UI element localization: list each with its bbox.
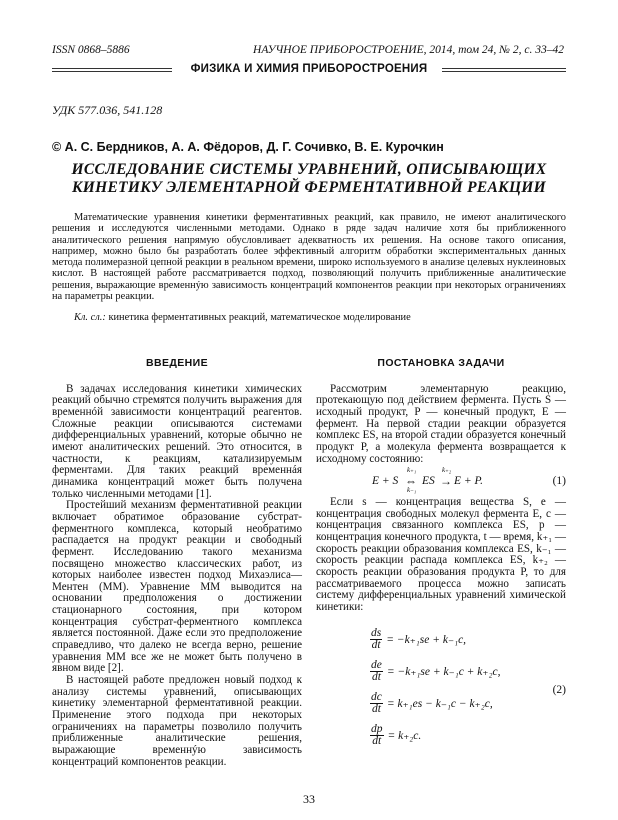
eq2-dt-4: dt <box>372 735 382 747</box>
intro-column <box>52 358 302 768</box>
problem-paragraph-1: Рассмотрим элементарную реакцию, протекающую под действием фермента. Пусть S — исходный продукт, P — конечный продукт, E — фермент. На первой стадии реакции образуется комплекс ES, на второй стадии образуется конечный продукт P, а молекула фермента возвращается к исходному состоянию: <box>316 382 566 465</box>
eq1-right: E + P. <box>454 475 483 487</box>
eq2-rhs-s: = −k₊₁se + k₋₁c, <box>386 634 467 647</box>
udk-code: УДК 577.036, 541.128 <box>52 103 163 117</box>
eq2-frac-p <box>370 724 384 747</box>
problem-column-continued <box>316 497 566 614</box>
paper-title <box>52 161 566 197</box>
eq2-frac-e <box>370 660 383 683</box>
rubric-bar <box>52 64 566 78</box>
abstract: Математические уравнения кинетики ферментативных реакций, как правило, не имеют аналитического решения и исследуются численными методами. Однако в ряде задач наличие хотя бы приближенного аналитического решения напрямую обусловливает адекватность их решения. На основе такого описания, например, можно было бы разработать более эффективный алгоритм обработки экспериментальных данных метода полимеразной цепной реакции в реальном времени, широко используемого в анализе целевых нуклеиновых кислот. В настоящей работе рассматривается подход, позволяющий получить приближенные аналитические решения, выражающие временнýю зависимость концентраций компонентов реакции при некоторых ограничениях на параметры реакции. <box>52 212 566 303</box>
eq2-row-p <box>370 724 421 747</box>
eq2-dt-2: dt <box>371 671 381 683</box>
eq2-de: de <box>371 659 382 671</box>
page-number: 33 <box>303 792 315 806</box>
title-line-1: ИССЛЕДОВАНИЕ СИСТЕМЫ УРАВНЕНИЙ, ОПИСЫВАЮЩИХ <box>71 161 547 178</box>
title-line-2: КИНЕТИКУ ЭЛЕМЕНТАРНОЙ ФЕРМЕНТАТИВНОЙ РЕАКЦИИ <box>71 179 547 196</box>
problem-column <box>316 358 566 465</box>
keywords-label: Кл. сл.: <box>74 312 106 323</box>
eq1-mid: ES <box>422 475 435 487</box>
journal-header: НАУЧНОЕ ПРИБОРОСТРОЕНИЕ, 2014, том 24, № 2, с. 33–42 <box>253 44 564 56</box>
eq2-rhs-c: = k₊₁es − k₋₁c − k₊₂c, <box>386 698 493 711</box>
eq2-dp: dp <box>371 723 383 735</box>
intro-paragraph-1: В задачах исследования кинетики химических реакций обычно стремятся получить выражения для временнóй зависимости концентраций реагентов. Сложные реакции описываются системами дифференциальных уравнений, которые обычно не имеют аналитических решений. Это относится, в частности, к реакциям, катализируемым ферментами. Для таких реакций временнáя динамика концентраций может быть получена только численными методами [1]. <box>52 382 302 500</box>
eq2-rhs-p: = k₊₂c. <box>387 730 422 743</box>
problem-paragraph-2: Если s — концентрация вещества S, e — концентрация свободных молекул фермента E, c — концентрация связанного комплекса ES, p — концентрация конечного продукта, t — время, k₊₁ — скорость реакции образования комплекса ES, k₋₁ — скорость реакции распада комплекса ES, k₊₂ — скорость реакции образования продукта P, то для рассматриваемого процесса можно записать систему дифференциальных уравнений химической кинетики: <box>316 496 566 613</box>
rubric-rule-right <box>442 68 566 72</box>
eq1-equilibrium-arrow: ⇔ <box>405 474 417 488</box>
eq1-forward-arrow: → <box>440 474 452 488</box>
intro-paragraph-3: В настоящей работе предложен новый подход к анализу системы уравнений, описывающих кинетику элементарной ферментативной реакции. Применение этого подхода при некоторых ограничениях на параметры позволило получить приближенные аналитические решения, выражающие временнýю зависимость концентраций компонентов реакции. <box>52 674 302 768</box>
eq1-k-plus2: k₊₂ <box>442 466 452 474</box>
eq1-k-plus1: k₊₁ <box>407 466 417 474</box>
problem-heading: ПОСТАНОВКА ЗАДАЧИ <box>377 357 505 369</box>
eq2-dc: dc <box>371 691 382 703</box>
eq1-number: (1) <box>552 475 566 487</box>
issn-header: ISSN 0868–5886 <box>52 44 130 56</box>
equation-1 <box>372 466 566 492</box>
equation-system-2 <box>370 628 566 768</box>
eq1-k-minus1: k₋₁ <box>407 486 417 494</box>
eq2-row-s <box>370 628 466 651</box>
keywords <box>52 312 566 324</box>
eq2-dt-1: dt <box>371 639 381 651</box>
eq2-row-e <box>370 660 500 683</box>
eq2-ds: ds <box>371 627 382 639</box>
eq1-left: E + S <box>372 475 399 487</box>
eq2-frac-s <box>370 628 382 651</box>
eq2-rhs-e: = −k₊₁se + k₋₁c + k₊₂c, <box>386 666 501 679</box>
eq2-row-c <box>370 692 493 715</box>
eq2-dt-3: dt <box>371 703 381 715</box>
intro-paragraph-2: Простейший механизм ферментативной реакции включает обратимое образование субстрат-ферментного комплекса, который необратимо распадается на продукт реакции и свободный фермент. Исследованию такого механизма посвящено множество классических работ, из которых наиболее известен подход Михаэлиса—Ментен (ММ). Уравнение ММ выводится на основании предположения о достижении стационарного состояния, при котором концентрация субстрат-ферментного комплекса является постоянной. Даже если это предположение справедливо, что далеко не всегда верно, решение уравнения ММ все же не может быть получено в явном виде [2]. <box>52 499 302 675</box>
intro-heading: ВВЕДЕНИЕ <box>146 357 208 369</box>
rubric-title: ФИЗИКА И ХИМИЯ ПРИБОРОСТРОЕНИЯ <box>190 63 428 75</box>
eq2-frac-c <box>370 692 383 715</box>
eq2-number: (2) <box>552 684 566 696</box>
keywords-text: кинетика ферментативных реакций, математическое моделирование <box>108 312 411 323</box>
authors: © А. С. Бердников, А. А. Фёдоров, Д. Г. Сочивко, В. Е. Курочкин <box>52 140 444 154</box>
